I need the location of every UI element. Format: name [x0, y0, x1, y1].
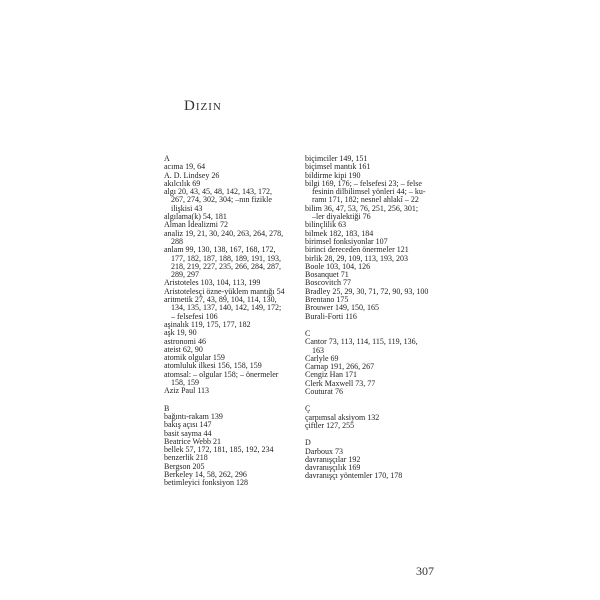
index-entry: bilim 36, 47, 53, 76, 251, 256, 301; [305, 203, 419, 213]
index-entry: bilgi 169, 176; – felsefesi 23; – felse [305, 178, 422, 188]
index-entry: acıma 19, 64 [164, 162, 206, 172]
index-entry: çarpımsal aksiyom 132 [305, 412, 380, 422]
index-entry: Clerk Maxwell 73, 77 [305, 378, 376, 388]
index-entry: bağıntı-rakam 139 [164, 411, 223, 421]
index-entry: Aziz Paul 113 [164, 386, 210, 396]
index-column-right [305, 155, 445, 481]
index-entry: davranışçılar 192 [305, 454, 361, 464]
index-entry: birinci dereceden önermeler 121 [305, 245, 409, 255]
index-entry: Boole 103, 104, 126 [305, 261, 371, 271]
index-entry-continuation: ramı 171, 182; nesnel ahlakî – 22 [312, 195, 419, 205]
index-entry: Bradley 25, 29, 30, 71, 72, 90, 93, 100 [305, 286, 429, 296]
index-entry: basit sayma 44 [164, 428, 212, 438]
index-entry: biçimciler 149, 151 [305, 154, 368, 163]
index-entry: bakış açısı 147 [164, 420, 212, 430]
index-entry-continuation: fesinin dilbilimsel yönleri 44; – ku- [312, 187, 426, 197]
index-entry: A. D. Lindsey 26 [164, 170, 220, 180]
index-entry: Brentano 175 [305, 295, 349, 305]
index-entry-continuation: ilişkisi 43 [171, 203, 203, 213]
index-entry-continuation: 289, 297 [171, 270, 199, 280]
index-entry: betimleyici fonksiyon 128 [164, 478, 248, 488]
index-entry: Beatrice Webb 21 [164, 436, 221, 446]
index-entry: Berkeley 14, 58, 262, 296 [164, 469, 247, 479]
index-entry-continuation: 134, 135, 137, 140, 142, 149, 172; [171, 303, 282, 313]
index-entry: atomik olgular 159 [164, 353, 225, 363]
index-letter-heading: D [305, 438, 311, 448]
index-entry: aşinalık 119, 175, 177, 182 [164, 319, 251, 329]
index-entry: biçimsel mantık 161 [305, 162, 371, 172]
index-entry: davranışçı yöntemler 170, 178 [305, 471, 403, 481]
index-entry: Carnap 191, 266, 267 [305, 362, 375, 372]
index-entry: bildirme kipi 190 [305, 170, 361, 180]
index-entry: Brouwer 149, 150, 165 [305, 303, 379, 313]
index-entry-continuation: 218, 219, 227, 235, 266, 284, 287, [171, 261, 281, 271]
index-entry: akılcılık 69 [164, 178, 201, 188]
section-gap [305, 430, 445, 439]
index-entry: Couturat 76 [305, 387, 343, 397]
index-entry-continuation: – felsefesi 106 [171, 311, 218, 321]
index-entry: Bergson 205 [164, 461, 205, 471]
index-entry: Carlyle 69 [305, 353, 339, 363]
index-entry: Alman İdealizmi 72 [164, 220, 228, 230]
index-entry: analiz 19, 21, 30, 240, 263, 264, 278, [164, 228, 284, 238]
index-entry-continuation: 288 [171, 236, 183, 246]
index-entry: Boscovitch 77 [305, 278, 351, 288]
index-entry: atomsal: – olgular 158; – önermeler [164, 369, 279, 379]
section-gap [305, 321, 445, 330]
index-entry: bellek 57, 172, 181, 185, 192, 234 [164, 445, 274, 455]
index-entry: Darboux 73 [305, 446, 343, 456]
index-entry: birimsel fonksiyonlar 107 [305, 236, 388, 246]
index-entry: atomluluk ilkesi 156, 158, 159 [164, 361, 262, 371]
index-entry: ateist 62, 90 [164, 344, 203, 354]
index-letter-heading: B [164, 403, 170, 413]
index-entry: Aristotelesçi özne-yüklem mantığı 54 [164, 286, 285, 296]
index-entry: algı 20, 43, 45, 48, 142, 143, 172, [164, 187, 272, 197]
index-entry: davranışçılık 169 [305, 463, 361, 473]
index-entry: çiftler 127, 255 [305, 420, 355, 430]
index-entry: Cantor 73, 113, 114, 115, 119, 136, [305, 337, 418, 347]
index-entry: aritmetik 27, 43, 89, 104, 114, 130, [164, 295, 277, 305]
index-entry: benzerlik 218 [164, 453, 208, 463]
index-letter-heading: Ç [305, 404, 311, 414]
index-entry: Cengiz Han 171 [305, 370, 357, 380]
index-entry-continuation: 267, 274, 302, 304; –nın fizikle [171, 195, 272, 205]
index-entry: anlam 99, 130, 138, 167, 168, 172, [164, 245, 276, 255]
section-gap [164, 396, 304, 405]
index-entry-continuation: 158, 159 [171, 378, 199, 388]
page-title: Dizin [184, 98, 222, 114]
section-gap [305, 396, 445, 405]
page-number: 307 [416, 564, 434, 578]
index-entry: Aristoteles 103, 104, 113, 199 [164, 278, 261, 288]
index-letter-heading: C [305, 328, 311, 338]
index-entry: birlik 28, 29, 109, 113, 193, 203 [305, 253, 409, 263]
index-entry: bilinçlilik 63 [305, 220, 347, 230]
index-entry: aşk 19, 90 [164, 328, 197, 338]
index-column-left [164, 155, 304, 488]
index-entry: astronomi 46 [164, 336, 206, 346]
index-entry-continuation: 177, 182, 187, 188, 189, 191, 193, [171, 253, 281, 263]
index-entry: bilmek 182, 183, 184 [305, 228, 374, 238]
index-entry: algılama(k) 54, 181 [164, 212, 227, 222]
index-entry: Burali-Forti 116 [305, 311, 357, 321]
index-entry-continuation: 163 [312, 345, 324, 355]
index-entry: Bosanquet 71 [305, 270, 349, 280]
index-entry-continuation: –ler diyalektiği 76 [312, 212, 371, 222]
index-letter-heading: A [164, 154, 170, 163]
